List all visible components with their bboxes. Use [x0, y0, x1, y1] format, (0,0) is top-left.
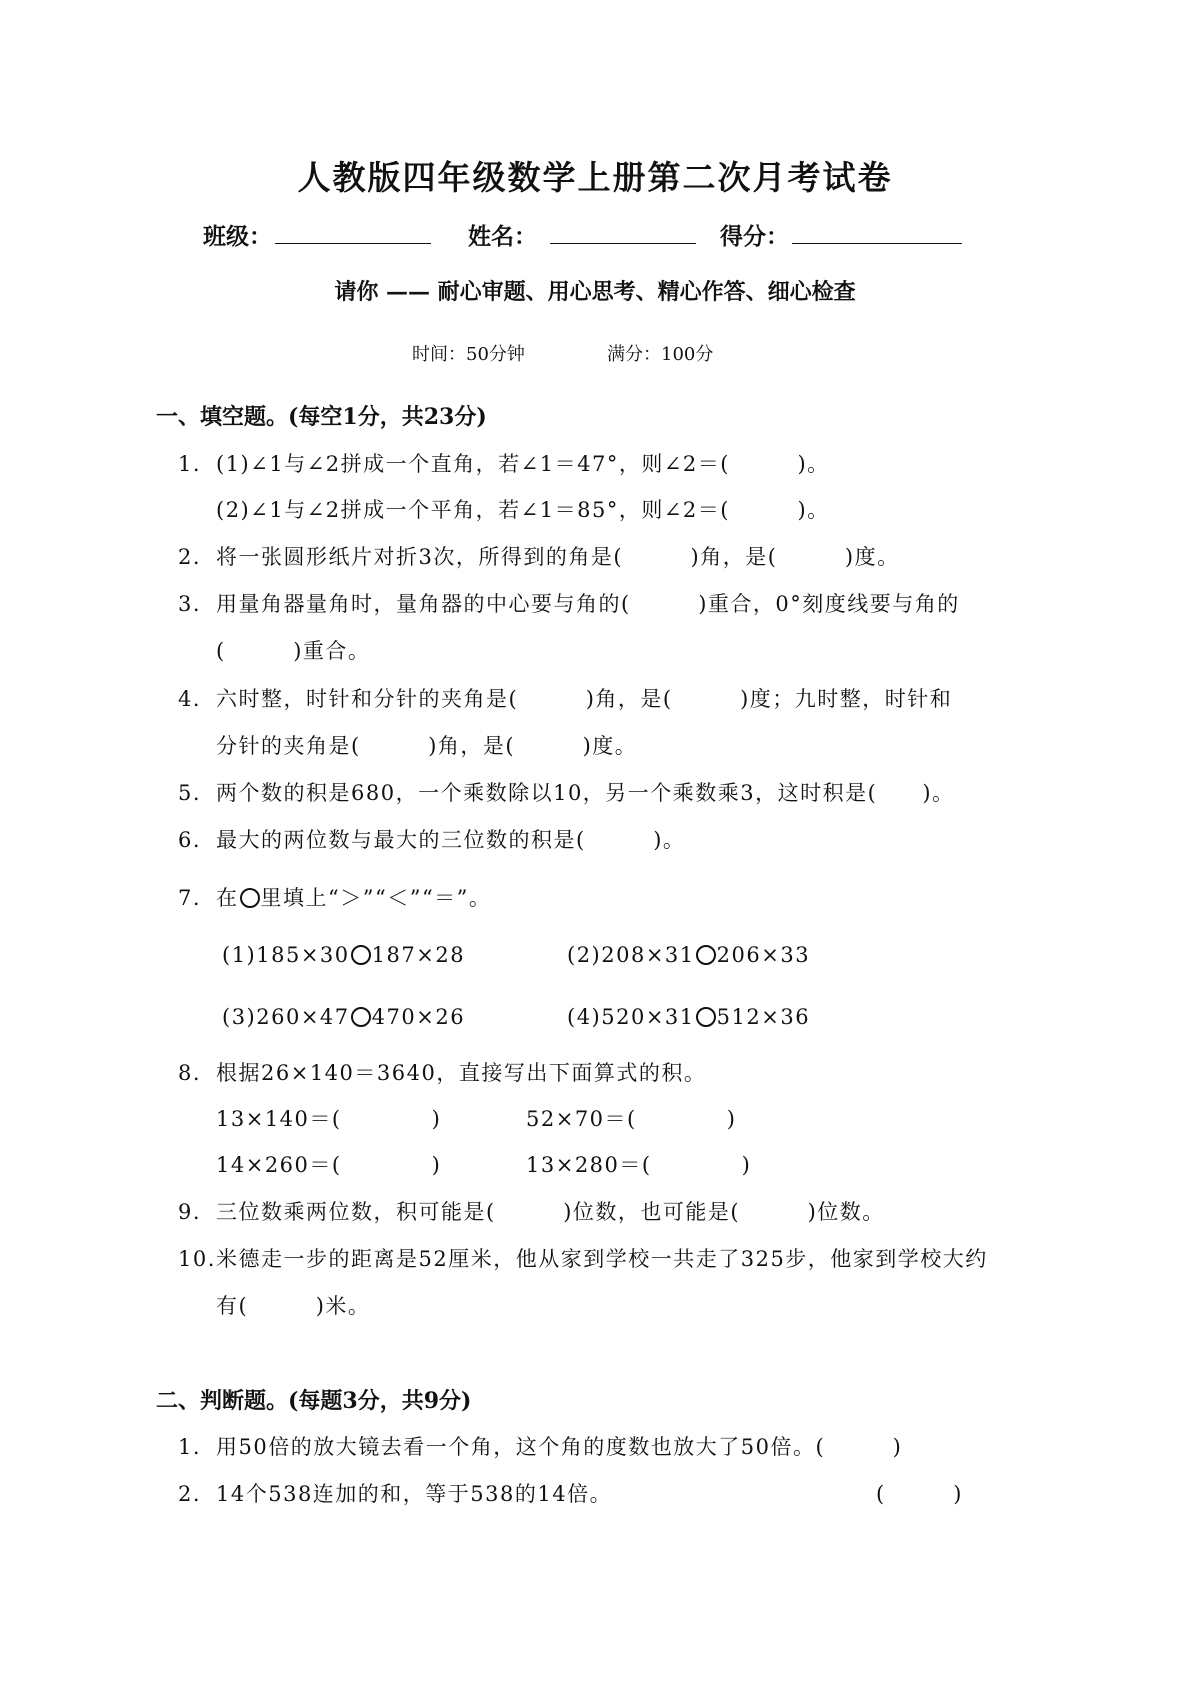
compare-item-3: (3)260×47 470×26 [222, 1005, 466, 1029]
question-number: 2. [178, 1482, 202, 1506]
question-text: 用量角器量角时，量角器的中心要与角的( )重合，0°刻度线要与角的 [216, 592, 960, 616]
judge-question-1 [178, 1431, 902, 1461]
question-text: 将一张圆形纸片对折3次，所得到的角是( )角，是( )度。 [216, 545, 900, 569]
question-9 [178, 1196, 885, 1226]
judge-question-2 [178, 1478, 612, 1508]
exam-time: 时间：50分钟 [412, 344, 525, 365]
question-4 [178, 683, 952, 713]
question-text: 14个538连加的和，等于538的14倍。 [216, 1482, 613, 1506]
question-text: 最大的两位数与最大的三位数的积是( )。 [216, 828, 686, 852]
question-text: 六时整，时针和分针的夹角是( )角，是( )度；九时整，时针和 [216, 687, 953, 711]
question-number: 5. [178, 781, 202, 805]
name-field[interactable] [550, 243, 696, 244]
question-6 [178, 824, 685, 854]
question-number: 10. [178, 1247, 216, 1271]
calc-item-2: 52×70＝( ) [526, 1107, 737, 1131]
motto: 请你 —— 耐心审题、用心思考、精心作答、细心检查 [334, 279, 856, 305]
question-number: 7. [178, 886, 202, 910]
question-4-cont: 分针的夹角是( )角，是( )度。 [216, 734, 638, 758]
circle-blank-icon[interactable] [696, 1007, 716, 1027]
judge-answer-blank[interactable]: ( ) [876, 1482, 963, 1506]
compare-item-4: (4)520×31 512×36 [567, 1005, 811, 1029]
question-8 [178, 1057, 706, 1087]
question-number: 4. [178, 687, 202, 711]
question-number: 3. [178, 592, 202, 616]
question-2 [178, 541, 900, 571]
calc-item-4: 13×280＝( ) [526, 1153, 752, 1177]
question-text: 三位数乘两位数，积可能是( )位数，也可能是( )位数。 [216, 1200, 885, 1224]
score-field[interactable] [792, 243, 962, 244]
question-text: 用50倍的放大镜去看一个角，这个角的度数也放大了50倍。( ) [216, 1435, 903, 1459]
section2-heading: 二、判断题。(每题3分，共9分) [156, 1388, 472, 1414]
question-1 [178, 448, 830, 478]
compare-item-2: (2)208×31 206×33 [567, 943, 811, 967]
question-number: 9. [178, 1200, 202, 1224]
question-number: 2. [178, 545, 202, 569]
question-3 [178, 588, 960, 618]
question-text: (1)∠1与∠2拼成一个直角，若∠1＝47°，则∠2＝( )。 [216, 452, 830, 476]
question-10 [178, 1243, 988, 1273]
score-label: 得分： [720, 223, 789, 250]
question-text: 根据26×140＝3640，直接写出下面算式的积。 [216, 1061, 707, 1085]
question-1-b: (2)∠1与∠2拼成一个平角，若∠1＝85°，则∠2＝( )。 [216, 498, 830, 522]
calc-item-3: 14×260＝( ) [216, 1153, 442, 1177]
question-text: 里填上“＞”“＜”“＝”。 [260, 886, 492, 910]
question-number: 1. [178, 452, 202, 476]
circle-blank-icon[interactable] [351, 1007, 371, 1027]
circle-blank-icon[interactable] [351, 945, 371, 965]
question-text: 米德走一步的距离是52厘米，他从家到学校一共走了325步，他家到学校大约 [216, 1247, 988, 1271]
question-text: 在 [216, 886, 239, 910]
calc-item-1: 13×140＝( ) [216, 1107, 442, 1131]
class-label: 班级： [203, 223, 272, 250]
compare-item-1: (1)185×30 187×28 [222, 943, 466, 967]
question-3-cont: ( )重合。 [216, 639, 371, 663]
name-label: 姓名： [468, 223, 537, 250]
question-number: 6. [178, 828, 202, 852]
question-text: 两个数的积是680，一个乘数除以10，另一个乘数乘3，这时积是( )。 [216, 781, 955, 805]
circle-blank-icon[interactable] [240, 888, 260, 908]
question-10-cont: 有( )米。 [216, 1294, 371, 1318]
question-7 [178, 882, 491, 912]
section1-heading: 一、填空题。(每空1分，共23分) [156, 404, 487, 430]
full-score: 满分：100分 [607, 344, 714, 365]
question-number: 8. [178, 1061, 202, 1085]
question-number: 1. [178, 1435, 202, 1459]
page-title: 人教版四年级数学上册第二次月考试卷 [297, 158, 893, 197]
class-field[interactable] [275, 243, 431, 244]
question-5 [178, 777, 955, 807]
circle-blank-icon[interactable] [696, 945, 716, 965]
